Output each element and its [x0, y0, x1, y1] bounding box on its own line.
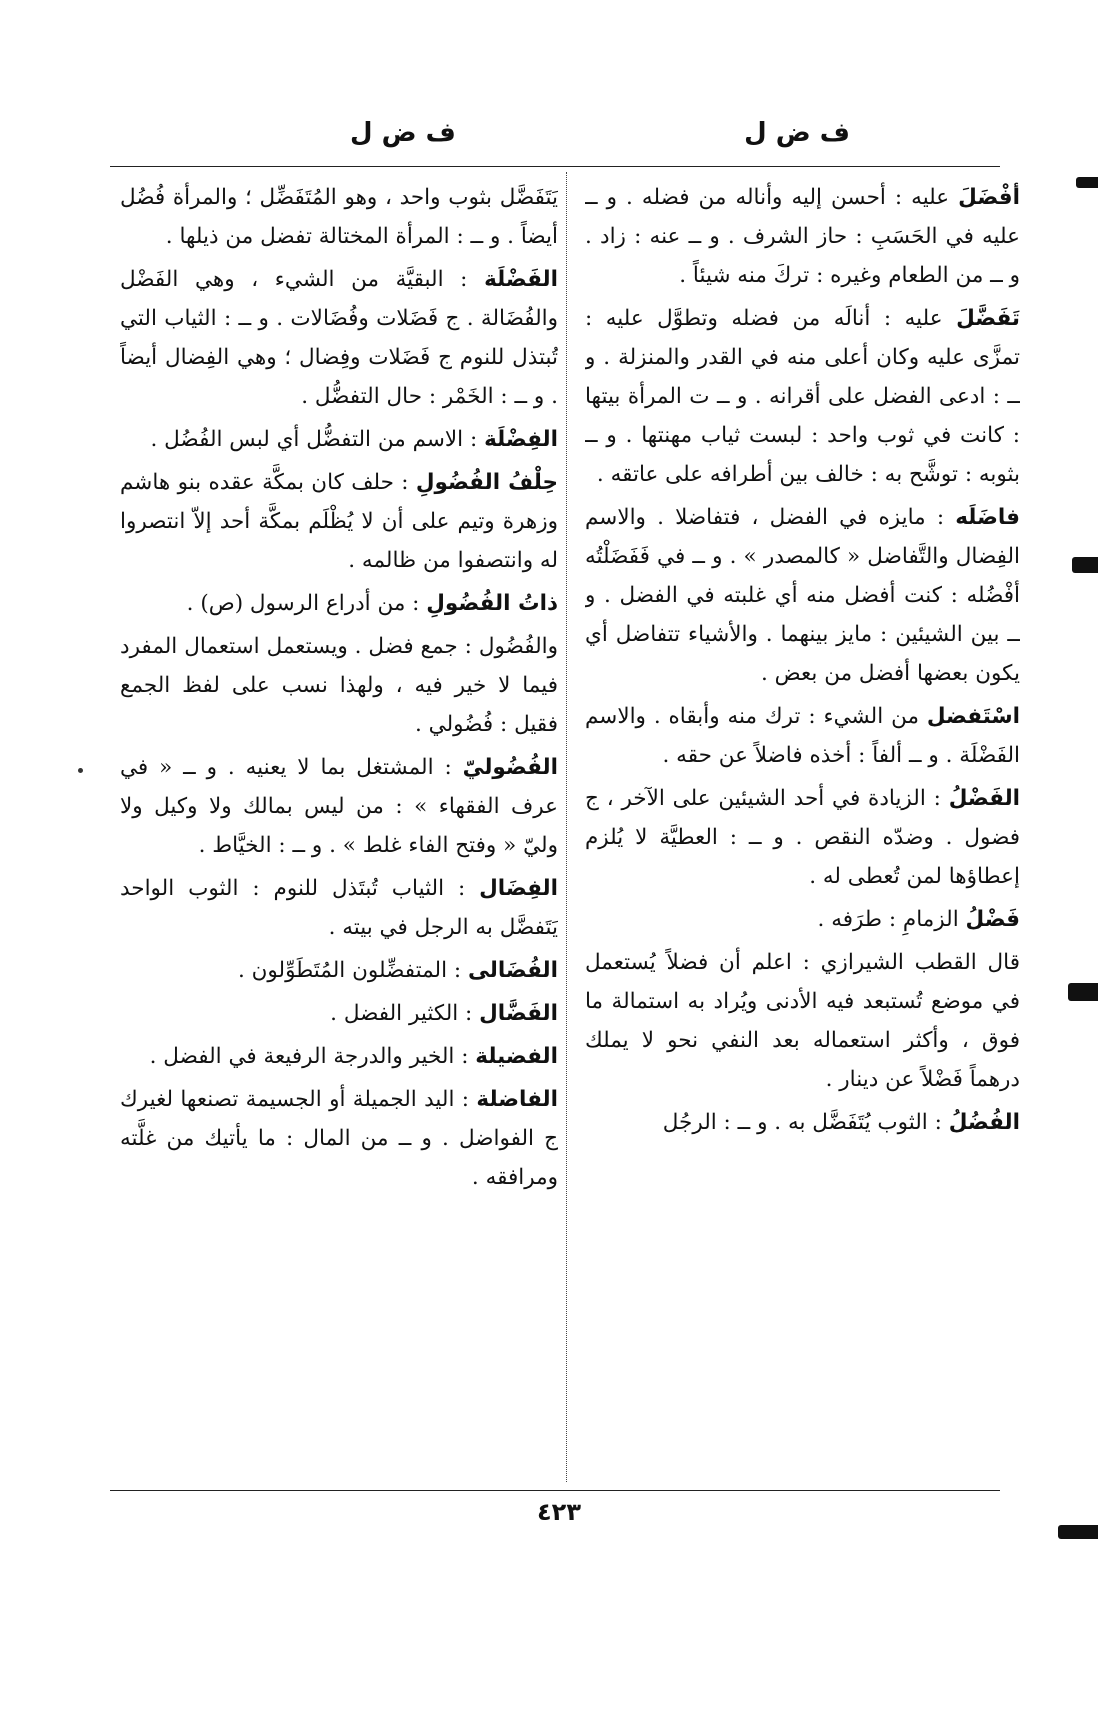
- running-head-right: ف ض ل: [744, 118, 850, 148]
- definition: : اليد الجميلة أو الجسيمة تصنعها لغيرك ج الفواضل . و ــ من المال : ما يأتيك من غلَّته ومرافقه .: [120, 1087, 558, 1190]
- entry: [120, 869, 558, 947]
- margin-dot: [78, 768, 83, 773]
- top-rule: [110, 166, 1000, 167]
- definition: : الخير والدرجة الرفيعة في الفضل .: [149, 1044, 469, 1069]
- entry: [120, 1037, 558, 1076]
- definition: يَتَفَضَّل بثوب واحد ، وهو المُتَفَضِّل ؛ والمرأة فُضُل أيضاً . و ــ : المرأة المختالة تفضل من ذيلها .: [120, 185, 558, 249]
- entry: [585, 779, 1020, 896]
- right-column: [585, 178, 1020, 1483]
- headword: الفُضُلُ: [948, 1110, 1020, 1135]
- definition: : المتفضِّلون المُتَطَوِّلون .: [237, 958, 462, 983]
- margin-ink-mark: [1058, 1525, 1098, 1539]
- entry: [120, 178, 558, 256]
- headword: الفَضْلُ: [948, 786, 1020, 811]
- definition: : الثياب تُبتَذل للنوم : الثوب الواحد يَتَفضَّل به الرجل في بيته .: [120, 876, 558, 940]
- definition: : الكثير الفضل .: [330, 1001, 473, 1026]
- entry: [120, 951, 558, 990]
- entry: [120, 463, 558, 580]
- definition: : المشتغل بما لا يعنيه . و ــ « في عرف الفقهاء » : من ليس بمالك ولا وكيل ولا وليّ « وفتح الفاء غلط » . و ــ : الخيَّاط .: [120, 755, 558, 858]
- entry: [120, 748, 558, 865]
- page-header: [115, 118, 995, 168]
- margin-ink-mark: [1076, 177, 1098, 188]
- headword: حِلْفُ الفُضُولِ: [415, 470, 558, 495]
- headword: الفاضلة: [476, 1087, 558, 1112]
- headword: الفَضَّال: [479, 1001, 558, 1026]
- entry: [585, 943, 1020, 1099]
- headword: الفُضُوليّ: [462, 755, 558, 780]
- headword: أفْضَلَ: [958, 185, 1020, 210]
- entry: [585, 299, 1020, 494]
- entry: [120, 420, 558, 459]
- entry: [120, 994, 558, 1033]
- definition: : الزيادة في أحد الشيئين على الآخر ، ج فضول . وضدّه النقص . و ــ : العطيَّة لا يُلزم إعطاؤها لمن تُعطى له .: [585, 786, 1020, 889]
- entry: [585, 178, 1020, 295]
- headword: الفِضْلَة: [484, 427, 558, 452]
- page-number: ٤٢٣: [537, 1498, 581, 1526]
- headword: الفَضْلَة: [484, 267, 558, 292]
- entry: [120, 584, 558, 623]
- headword: ذاتُ الفُضُولِ: [426, 591, 558, 616]
- definition: والفُضُول : جمع فضل . ويستعمل استعمال المفرد فيما لا خير فيه ، ولهذا نسب على لفظ الجمع فقيل : فُضُولي .: [120, 634, 558, 737]
- entry: [585, 1103, 1020, 1142]
- headword: فَضْلُ: [965, 907, 1020, 932]
- definition: عليه : أحسن إليه وأناله من فضله . و ــ عليه في الحَسَبِ : حاز الشرف . و ــ عنه : زاد . و ــ من الطعام وغيره : تركَ منه شيئاً .: [585, 185, 1020, 288]
- entry: [585, 697, 1020, 775]
- definition: : مايزه في الفضل ، فتفاضلا . والاسم الفِضال والتَّفاضل « كالمصدر » . و ــ في فَفَضَلْتُه أفْضُله : كنت أفضل منه أي غلبته في الفضل . و ــ بين الشيئين : مايز بينهما . والأشياء تتفاضل أي يكون بعضها أفضل من بعض .: [585, 505, 1020, 686]
- definition: : البقيَّة من الشيء ، وهي الفَضْل والفُضَالة . ج فَضَلات وفُضَالات . و ــ : الثياب التي تُبتذل للنوم ج فَضَلات وفِضال ؛ وهي الفِضال أيضاً . و ــ : الخَمْر : حال التفضُّل .: [120, 267, 558, 409]
- headword: اسْتَفضل: [926, 704, 1020, 729]
- entry: [120, 1080, 558, 1197]
- definition: : الثوب يُتَفَضَّل به . و ــ : الرجُل: [662, 1110, 942, 1135]
- entry: [120, 627, 558, 744]
- column-divider: [566, 172, 567, 1482]
- headword: تَفَضَّلَ: [956, 306, 1020, 331]
- headword: الفِضَال: [479, 876, 558, 901]
- definition: : حلف كان بمكَّة عقده بنو هاشم وزهرة وتيم على أن لا يُظْلَم بمكَّة أحد إلاّ انتصروا له وانتصفوا من ظالمه .: [120, 470, 558, 573]
- definition: : الاسم من التفضُّل أي لبس الفُضُل .: [150, 427, 478, 452]
- definition: الزمامِ : طرَفه .: [817, 907, 959, 932]
- definition: قال القطب الشيرازي : اعلم أن فضلاً يُستعمل في موضع تُستبعد فيه الأدنى ويُراد به استمالة ما فوق ، وأكثر استعماله بعد النفي نحو لا يملك درهماً فَضْلاً عن دينار .: [585, 950, 1020, 1092]
- entry: [585, 900, 1020, 939]
- definition: : من أدراع الرسول (ص) .: [186, 591, 420, 616]
- margin-ink-mark: [1072, 557, 1098, 573]
- headword: فاضَلَه: [955, 505, 1020, 530]
- definition: من الشيء : ترك منه وأبقاه . والاسم الفَضْلَة . و ــ ألفاً : أخذه فاضلاً عن حقه .: [585, 704, 1020, 768]
- left-column: [120, 178, 558, 1483]
- headword: الفُضَالى: [468, 958, 558, 983]
- bottom-rule: [110, 1490, 1000, 1491]
- running-head-left: ف ض ل: [350, 118, 456, 148]
- entry: [585, 498, 1020, 693]
- definition: عليه : أنالَه من فضله وتطوَّل عليه : تمزَّى عليه وكان أعلى منه في القدر والمنزلة . و ــ : ادعى الفضل على أقرانه . و ــ ت المرأة بيتها : كانت في ثوب واحد : لبست ثياب مهنتها . و ــ بثوبه : توشَّح به : خالف بين أطرافه على عاتقه .: [585, 306, 1020, 487]
- headword: الفضيلة: [475, 1044, 558, 1069]
- entry: [120, 260, 558, 416]
- margin-ink-mark: [1068, 983, 1098, 1001]
